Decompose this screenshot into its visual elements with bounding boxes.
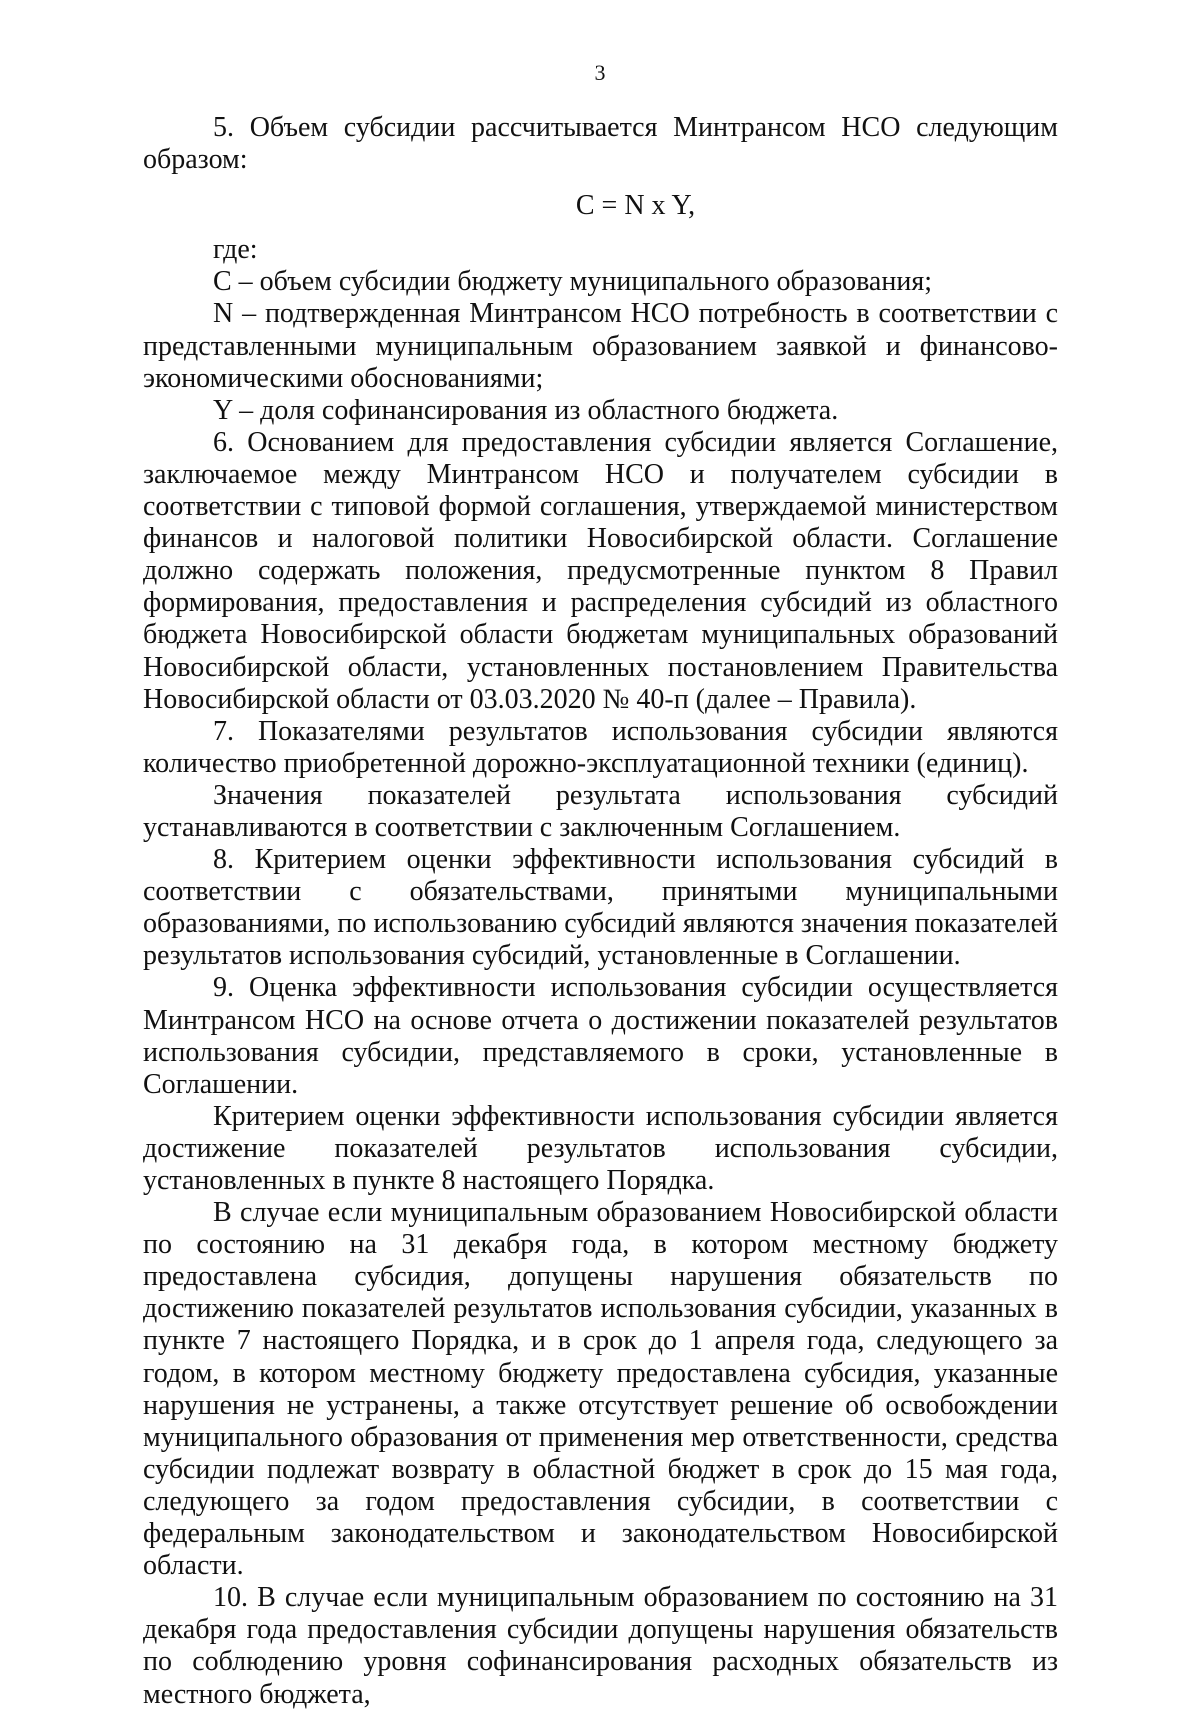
paragraph-9-violation: В случае если муниципальным образованием Новосибирской области по состоянию на 31 декабря года, в котором местному бюджету предоставлена субсидия, допущены нарушения обязательств по достижению показателей результатов использования субсидии, указанных в пункте 7 настоящего Порядка, и в срок до 1 апреля года, следующего за годом, в котором местному бюджету предоставлена субсидия, указанные нарушения не устранены, а также отсутствует решение об освобождении муниципального образования от применения мер ответственности, средства субсидии подлежат возврату в областной бюджет в срок до 15 мая года, следующего за годом предоставления субсидии, в соответствии с федеральным законодательством и законодательством Новосибирской области. xyxy=(143,1197,1058,1582)
paragraph-5: 5. Объем субсидии рассчитывается Минтрансом НСО следующим образом: xyxy=(143,112,1058,176)
paragraph-10: 10. В случае если муниципальным образованием по состоянию на 31 декабря года предоставления субсидии допущены нарушения обязательств по соблюдению уровня софинансирования расходных обязательств из местного бюджета, xyxy=(143,1582,1058,1710)
document-body xyxy=(143,112,1058,1711)
paragraph-6: 6. Основанием для предоставления субсидии является Соглашение, заключаемое между Минтрансом НСО и получателем субсидии в соответствии с типовой формой соглашения, утверждаемой министерством финансов и налоговой политики Новосибирской области. Соглашение должно содержать положения, предусмотренные пунктом 8 Правил формирования, предоставления и распределения субсидий из областного бюджета Новосибирской области бюджетам муниципальных образований Новосибирской области, установленных постановлением Правительства Новосибирской области от 03.03.2020 № 40-п (далее – Правила). xyxy=(143,426,1058,715)
subsidy-formula: С = N x Y, xyxy=(575,190,696,222)
paragraph-9: 9. Оценка эффективности использования субсидии осуществляется Минтрансом НСО на основе отчета о достижении показателей результатов использования субсидии, представляемого в сроки, установленные в Соглашении. xyxy=(143,972,1058,1100)
paragraph-7-values: Значения показателей результата использования субсидий устанавливаются в соответствии с заключенным Соглашением. xyxy=(143,779,1058,843)
paragraph-9-criterion: Критерием оценки эффективности использования субсидии является достижение показателей результатов использования субсидии, установленных в пункте 8 настоящего Порядка. xyxy=(143,1100,1058,1196)
where-label: где: xyxy=(213,234,258,266)
definition-c: С – объем субсидии бюджету муниципального образования; xyxy=(213,266,932,298)
paragraph-8: 8. Критерием оценки эффективности использования субсидий в соответствии с обязательствами, принятыми муниципальными образованиями, по использованию субсидий являются значения показателей результатов использования субсидий, установленные в Соглашении. xyxy=(143,844,1058,972)
page-number: 3 xyxy=(594,60,606,85)
paragraph-7: 7. Показателями результатов использования субсидии являются количество приобретенной дорожно-эксплуатационной техники (единиц). xyxy=(143,715,1058,779)
definition-n: N – подтвержденная Минтрансом НСО потребность в соответствии с представленными муниципальным образованием заявкой и финансово-экономическими обоснованиями; xyxy=(143,298,1058,394)
definition-y: Y – доля софинансирования из областного бюджета. xyxy=(213,394,839,426)
